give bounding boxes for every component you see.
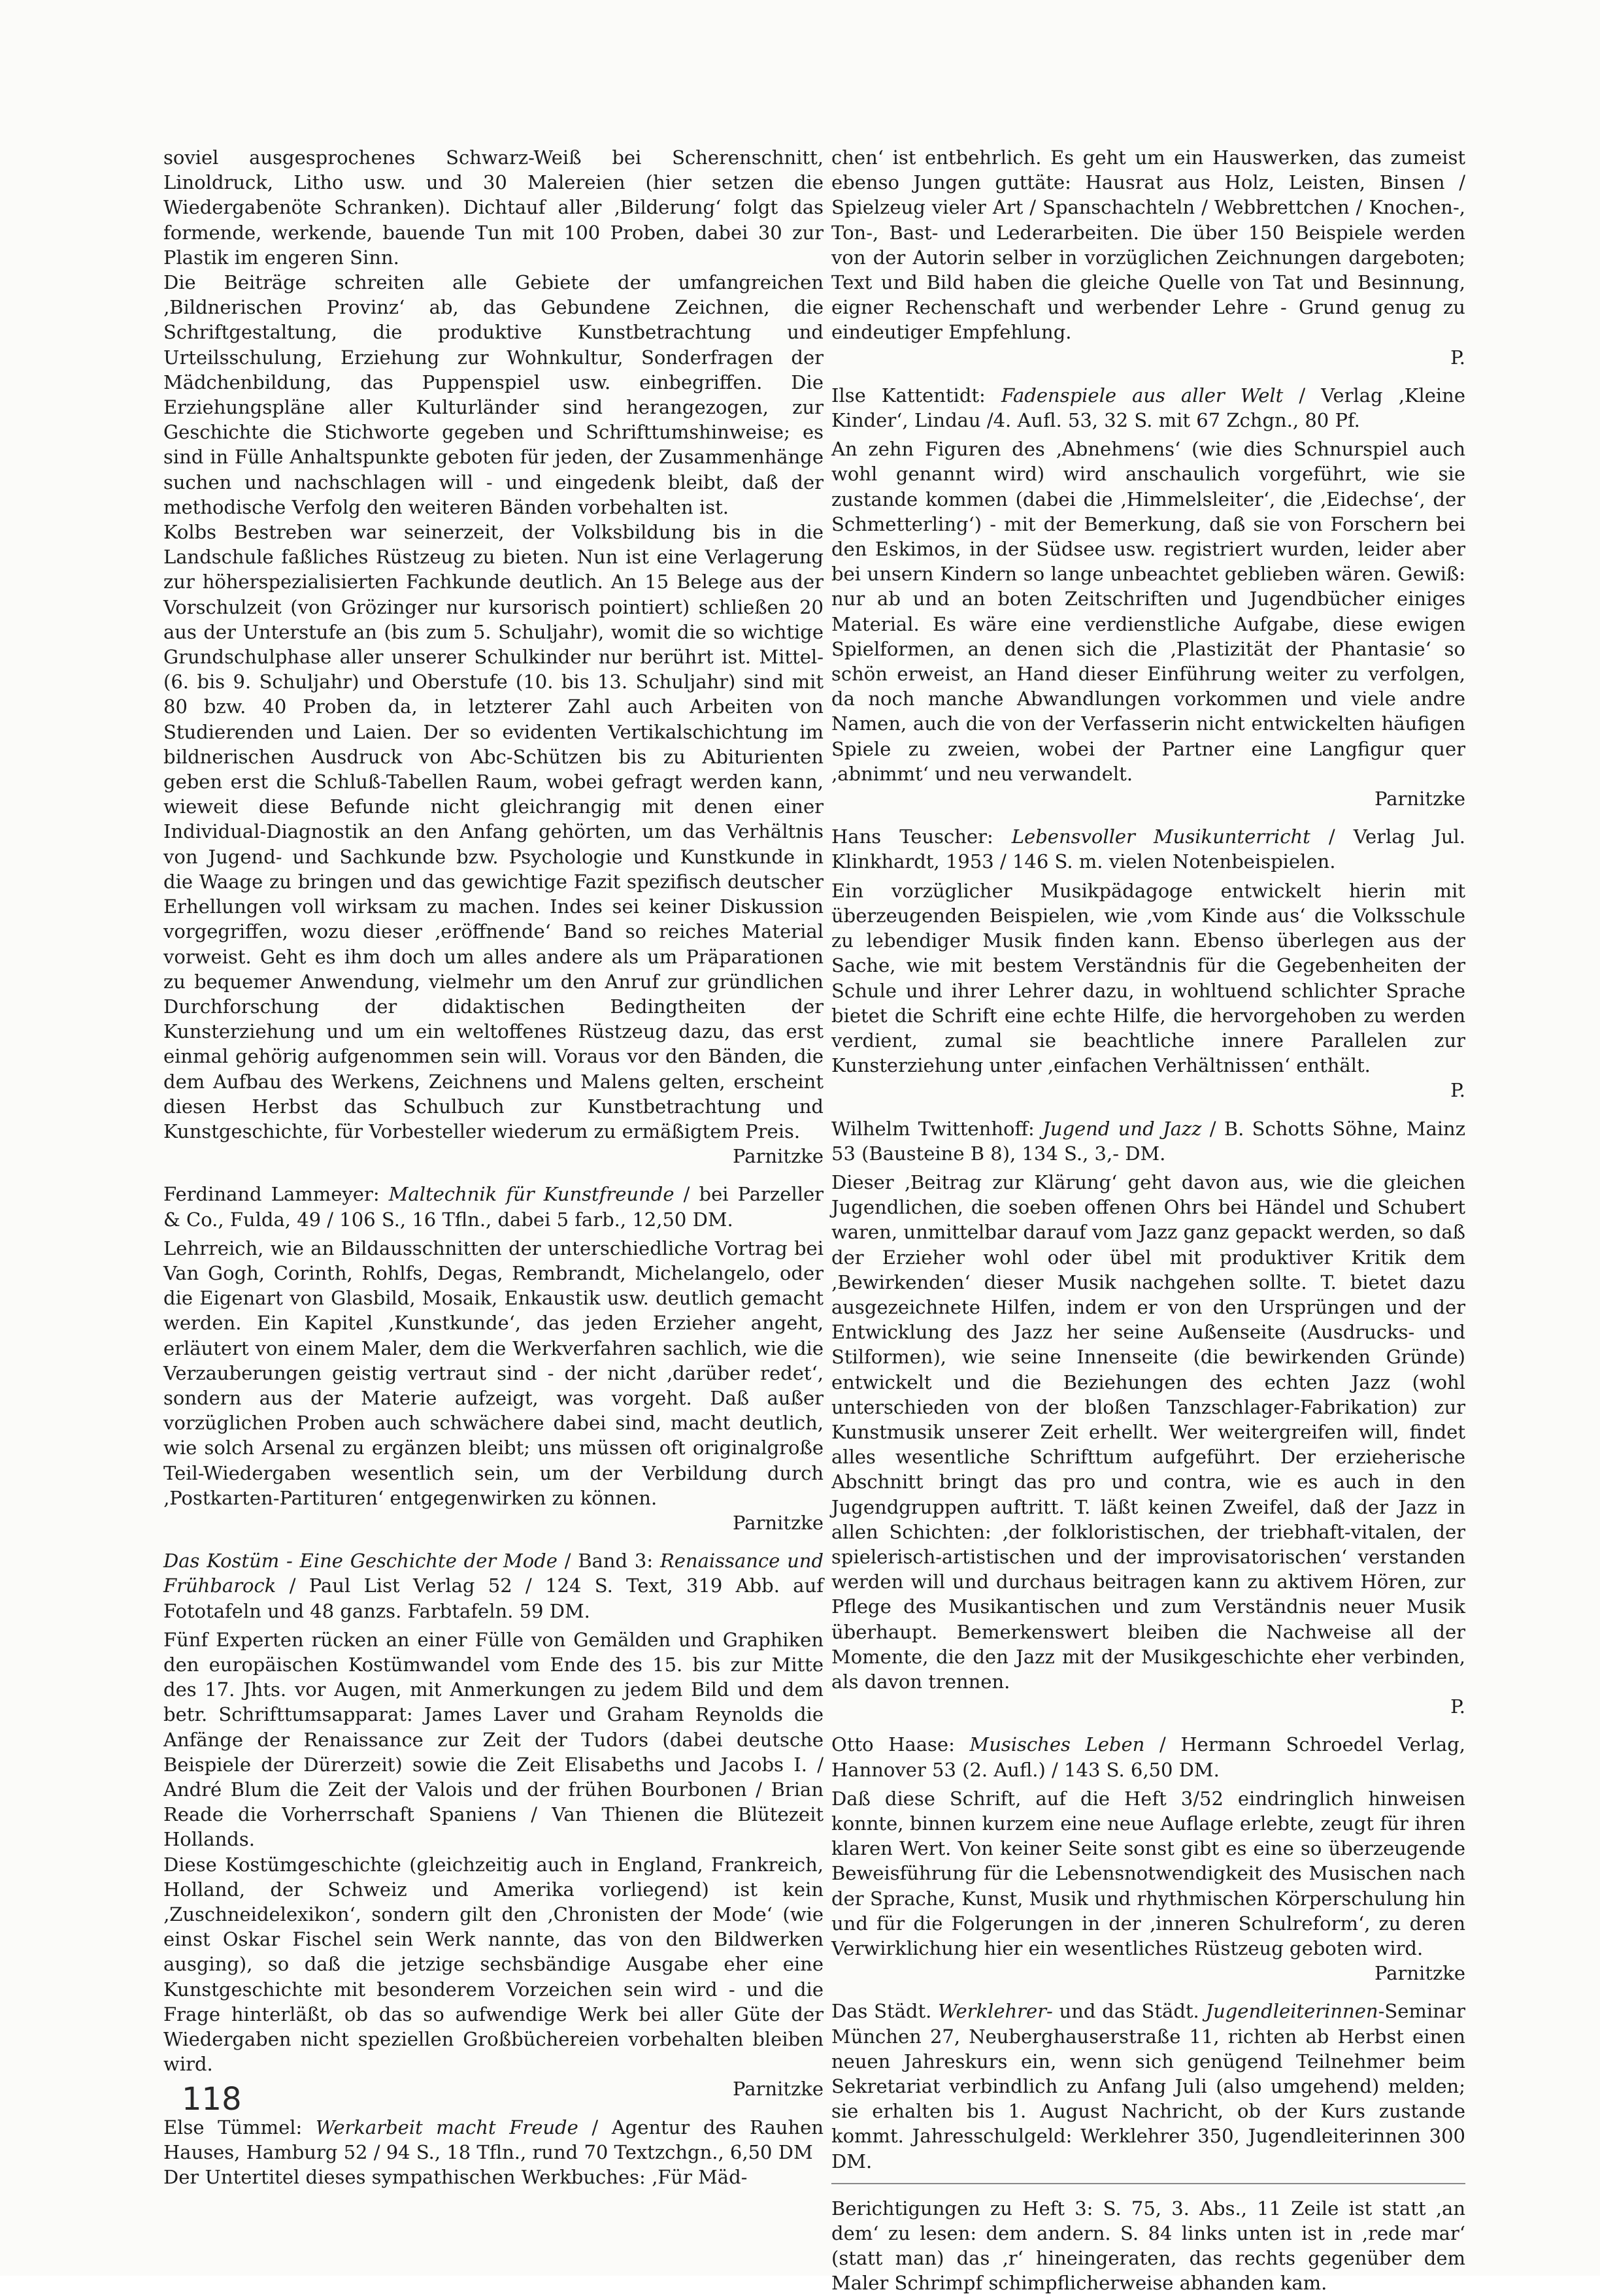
- review-title: Maltechnik für Kunstfreunde: [388, 1183, 675, 1206]
- review-kattentidt: [831, 383, 1465, 811]
- review-volume: / Band 3:: [564, 1550, 654, 1572]
- review-heading: [831, 824, 1465, 874]
- review-title: Lebensvoller Musikunterricht: [1011, 825, 1310, 848]
- review-author: Hans Teuscher:: [831, 825, 993, 848]
- review-body: Ein vorzüglicher Musikpädagoge entwickelt hierin mit überzeugenden Beispielen, wie ‚vom Kinde aus‘ die Volksschule zu lebendiger Musik finden kann. Ebenso überlegen aus der Sache, wie mit bestem Verständnis für die Gegebenheiten der Schule und ihrer Lehrer dazu, in wohltuend schlichter Sprache bietet die Schrift eine echte Hilfe, die hervorgehoben zu werden verdient, zumal sie beachtliche innere Parallelen zur Kunsterziehung unter ‚einfachen Verhältnissen‘ enthält.: [831, 879, 1465, 1077]
- review-heading: [163, 1548, 824, 1623]
- review-title: Das Kostüm - Eine Geschichte der Mode: [163, 1550, 558, 1572]
- seminar-notice: [831, 1999, 1465, 2173]
- review-heading: [831, 1116, 1465, 1166]
- review-kostuem: [163, 1548, 824, 2101]
- review-signature: Parnitzke: [733, 1511, 824, 1534]
- review-author: Wilhelm Twittenhoff:: [831, 1117, 1035, 1140]
- review-details: / Hermann Schroedel Verlag, Hannover 53 (2. Aufl.) / 143 S. 6,50 DM.: [831, 1733, 1466, 1781]
- review-subtitle: Renaissance und Frühbarock: [163, 1550, 824, 1597]
- review-details: / Verlag ‚Kleine Kinder‘, Lindau /4. Aufl. 53, 32 S. mit 67 Zchgn., 80 Pf.: [831, 384, 1466, 432]
- intro-paragraph: soviel ausgesprochenes Schwarz-Weiß bei Scherenschnitt, Linoldruck, Litho usw. und 30 Malereien (hier setzen die Wiedergabenöte Schranken). Dichtauf aller ‚Bilderung‘ folgt das formende, werkende, bauende Tun mit 100 Proben, dabei 30 zur Plastik im engeren Sinn.: [163, 146, 824, 269]
- review-signature: P.: [1450, 346, 1465, 369]
- review-signature: P.: [1450, 1079, 1465, 1102]
- review-lammeyer: [163, 1182, 824, 1535]
- notice-text: -Seminar München 27, Neuberghauserstraße 11, richten ab Herbst einen neuen Jahreskurs ein, wenn sich genügend Teilnehmer beim Sekretariat verbindlich zu Anfang Juli (also umgehend) melden; sie erhalten bis 1. August Nachricht, ob der Kurs zustande kommt. Jahresschulgeld: Werklehrer 350, Jugendleiterinnen 300 DM.: [831, 2000, 1466, 2172]
- section-divider: [831, 2183, 1465, 2184]
- review-details: / Paul List Verlag 52 / 124 S. Text, 319 Abb. auf Fototafeln und 48 ganzs. Farbtafeln. 59 DM.: [163, 1574, 824, 1622]
- review-author: Else Tümmel:: [163, 2116, 303, 2138]
- review-signature: P.: [1450, 1695, 1465, 1718]
- review-title: Werkarbeit macht Freude: [315, 2116, 578, 2138]
- review-title: Musisches Leben: [969, 1733, 1145, 1756]
- review-body: Dieser ‚Beitrag zur Klärung‘ geht davon aus, wie die gleichen Jugendlichen, die soeben offenen Ohrs bei Händel und Schubert waren, unmittelbar darauf vom Jazz ganz gepackt werden, so daß der Erzieher wohl oder übel mit produktiver Kritik dem ‚Bewirkenden‘ dieser Musik nachgehen sollte. T. bietet dazu ausgezeichnete Hilfen, indem er von den Ursprüngen und der Entwicklung des Jazz her seine Außenseite (Ausdrucks- und Stilformen), wie seine Innenseite (die bewirkenden Gründe) entwickelt und die Beziehungen des echten Jazz (wohl unterschieden von der bloßen Tanzschlager-Fabrikation) zur Kunstmusik unserer Zeit erhellt. Wer weitergreifen will, findet alles wesentliche Schrifttum aufgeführt. Der erzieherische Abschnitt bringt das pro und contra, wie es auch in den Jugendgruppen auftritt. T. läßt keinen Zweifel, daß der Jazz in allen Schichten: ‚der folkloristischen, der triebhaft-vitalen, der spielerisch-artistischen und der improvisatorischen‘ verstanden werden will und durchaus beitragen kann zu aktivem Hören, zur Pflege des Musikantischen und zum Verständnis neuer Musik überhaupt. Bemerkenswert bleiben die Nachweise all der Momente, die den Jazz mit der Musikgeschichte eher verbinden, als davon trennen.: [831, 1171, 1465, 1693]
- review-title: Fadenspiele aus aller Welt: [1001, 384, 1284, 407]
- review-title: Jugend und Jazz: [1042, 1117, 1202, 1140]
- right-column: [831, 145, 1465, 2296]
- notice-emphasis: Werklehrer-: [938, 2000, 1053, 2023]
- review-body: Diese Kostümgeschichte (gleichzeitig auch in England, Frankreich, Holland, der Schweiz und Amerika vorliegend) ist kein ‚Zuschneidelexikon‘, sondern gilt den ‚Chronisten der Mode‘ (wie einst Oskar Fischel sein Werk nannte, das von den Bildwerken ausging), so daß die jetzige sechsbändige Ausgabe eher eine Kunstgeschichte mit besonderem Vorzeichen sein wird - und die Frage hinterläßt, ob das so aufwendige Werk bei aller Güte der Wiedergaben nicht speziellen Großbüchereien vorbehalten bleiben wird.: [163, 1853, 824, 2076]
- review-signature: Parnitzke: [733, 2078, 824, 2101]
- review-details: / B. Schotts Söhne, Mainz 53 (Bausteine B 8), 134 S., 3,- DM.: [831, 1117, 1465, 1165]
- intro-paragraph: Die Beiträge schreiten alle Gebiete der umfangreichen ‚Bildnerischen Provinz‘ ab, das Gebundene Zeichnen, die Schriftgestaltung, die produktive Kunstbetrachtung und Urteilsschulung, Erziehung zur Wohnkultur, Sonderfragen der Mädchenbildung, das Puppenspiel usw. einbegriffen. Die Erziehungspläne aller Kulturländer sind herangezogen, zur Geschichte die Stichworte gegeben und Schrifttumshinweise; es sind in Fülle Anhaltspunkte geboten für jeden, der Zusammenhänge suchen und nachschlagen will - und eingedenk bleibt, daß der methodische Verfolg den weiteren Bänden vorbehalten ist.: [163, 271, 824, 518]
- notice-emphasis: Jugendleiterinnen: [1205, 2000, 1378, 2023]
- intro-paragraph: Kolbs Bestreben war seinerzeit, der Volksbildung bis in die Landschule faßliches Rüstzeug zu bieten. Nun ist eine Verlagerung zur höherspezialisierten Fachkunde deutlich. An 15 Belege aus der Vorschulzeit (von Grözinger nur kursorisch pointiert) schließen 20 aus der Unterstufe an (bis zum 5. Schuljahr), womit die so wichtige Grundschulphase aller unserer Schulkinder nur berührt ist. Mittel- (6. bis 9. Schuljahr) und Oberstufe (10. bis 13. Schuljahr) sind mit 80 bzw. 40 Proben da, in letzterer Zahl auch Arbeiten von Studierenden und Laien. Der so evidenten Vertikalschichtung im bildnerischen Ausdruck von Abc-Schützen bis zu Abiturienten geben erst die Schluß-Tabellen Raum, wobei gefragt werden kann, wieweit diese Befunde nicht gleichrangig mit denen einer Individual-Diagnostik an den Anfang gehörten, um das Verhältnis von Jugend- und Sachkunde bzw. Psychologie und Kunstkunde in die Waage zu bringen und das gewichtige Fazit spezifisch deutscher Erhellungen voll wirksam zu machen. Indes sei keiner Diskussion vorgegriffen, wozu dieser ‚eröffnende‘ Band so reiches Material vorweist. Geht es ihm doch um alles andere als um Präparationen zu bequemer Anwendung, vielmehr um den Anruf zur gründlichen Durchforschung der didaktischen Bedingtheiten der Kunsterziehung und um ein weltoffenes Rüstzeug dazu, das erst einmal gehörig aufgenommen sein will. Voraus vor den Bänden, die dem Aufbau des Werkens, Zeichnens und Malens gelten, erscheint diesen Herbst das Schulbuch zur Kunstbetrachtung und Kunstgeschichte, für Vorbesteller wiederum zu ermäßigtem Preis.: [163, 521, 824, 1142]
- review-haase: [831, 1732, 1465, 1986]
- review-signature: Parnitzke: [733, 1145, 824, 1168]
- review-teuscher: [831, 824, 1465, 1103]
- review-heading: [163, 2115, 824, 2165]
- review-body: Fünf Experten rücken an einer Fülle von Gemälden und Graphiken den europäischen Kostümwandel vom Ende des 15. bis zur Mitte des 17. Jhts. vor Augen, mit Anmerkungen zu jedem Bild und dem betr. Schrifttumsapparat: James Laver und Graham Reynolds die Anfänge der Renaissance zur Zeit der Tudors (dabei deutsche Beispiele der Dürerzeit) sowie die Zeit Elisabeths und Jacobs I. / André Blum die Zeit der Valois und der frühen Bourbonen / Brian Reade die Vorherrschaft Spaniens / Van Thienen die Blütezeit Hollands.: [163, 1628, 824, 1851]
- review-heading: [831, 383, 1465, 433]
- review-signature: Parnitzke: [1375, 788, 1465, 810]
- review-body: Lehrreich, wie an Bildausschnitten der unterschiedliche Vortrag bei Van Gogh, Corinth, Rohlfs, Degas, Rembrandt, Michelangelo, oder die Eigenart von Glasbild, Mosaik, Enkaustik usw. deutlich gemacht werden. Ein Kapitel ‚Kunstkunde‘, das jeden Erzieher angeht, erläutert von einem Maler, dem die Werkverfahren sachlich, wie die Verzauberungen geistig vertraut sind - der nicht ‚darüber redet‘, sondern aus der Materie aufzeigt, was vorgeht. Daß außer vorzüglichen Proben auch schwächere dabei sind, macht deutlich, wie solch Arsenal zu ergänzen bleibt; uns müssen oft originalgroße Teil-Wiedergaben wesentlich sein, um der Verbildung durch ‚Postkarten-Partituren‘ entgegenwirken zu können.: [163, 1237, 824, 1509]
- review-twittenhoff: [831, 1116, 1465, 1720]
- review-heading: [831, 1732, 1465, 1782]
- notice-text: und das Städt.: [1059, 2000, 1199, 2023]
- review-body: Daß diese Schrift, auf die Heft 3/52 eindringlich hinweisen konnte, binnen kurzem eine neue Auflage erlebte, zeugt für ihren klaren Wert. Von keiner Seite sonst gibt es eine so überzeugende Beweisführung für die Lebensnotwendigkeit des Musischen nach der Sprache, Kunst, Musik und rhythmischen Körperschulung hin und für die Folgerungen in der ‚inneren Schulreform‘, zu deren Verwirklichung hier ein wesentliches Rüstzeug geboten wird.: [831, 1787, 1465, 1960]
- review-author: Otto Haase:: [831, 1733, 955, 1756]
- review-signature: Parnitzke: [1375, 1962, 1465, 1985]
- continuation-paragraph: chen‘ ist entbehrlich. Es geht um ein Hauswerken, das zumeist ebenso Jungen guttäte: Hausrat aus Holz, Leisten, Binsen / Spielzeug vieler Art / Spanschachteln / Webbrettchen / Knochen-, Ton-, Bast- und Lederarbeiten. Die über 150 Beispiele werden von der Autorin selber in vorzüglichen Zeichnungen dargeboten; Text und Bild haben die gleiche Quelle von Tat und Besinnung, eigner Rechenschaft und werbender Lehre - Grund genug zu eindeutiger Empfehlung.: [831, 146, 1465, 344]
- review-author: Ilse Kattentidt:: [831, 384, 986, 407]
- corrections-notice: Berichtigungen zu Heft 3: S. 75, 3. Abs., 11 Zeile ist statt ‚an dem‘ zu lesen: dem andern. S. 84 links unten ist in ‚rede mar‘ (statt man) das ‚r‘ hineingeraten, das rechts gegenüber dem Maler Schrimpf schimpflicherweise abhanden kam.: [831, 2197, 1465, 2295]
- review-body: An zehn Figuren des ‚Abnehmens‘ (wie dies Schnurspiel auch wohl genannt wird) wird anschaulich vorgeführt, wie sie zustande kommen (dabei die ‚Himmelsleiter‘, die ‚Eidechse‘, der Schmetterling‘) - mit der Bemerkung, daß sie von Forschern bei den Eskimos, in der Südsee usw. registriert wurden, leider aber bei unsern Kindern so lange unbeachtet geblieben wären. Gewiß: nur ab und an boten Zeitschriften und Jugendbücher einiges Material. Es wäre eine verdienstliche Aufgabe, diese ewigen Spielformen, an denen sich die ‚Plastizität der Phantasie‘ so schön erweist, an Hand dieser Einführung weiter zu verfolgen, da noch manche Abwandlungen vorkommen und viele andre Namen, auch die von der Verfasserin nicht entwickelten häufigen Spiele zu zweien, wobei der Partner eine Langfigur quer ‚abnimmt‘ und neu verwandelt.: [831, 438, 1465, 785]
- review-heading: [163, 1182, 824, 1231]
- review-details: / bei Parzeller & Co., Fulda, 49 / 106 S., 16 Tfln., dabei 5 farb., 12,50 DM.: [163, 1183, 824, 1231]
- notice-text: Das Städt.: [831, 2000, 932, 2023]
- review-details: / Verlag Jul. Klinkhardt, 1953 / 146 S. m. vielen Notenbeispielen.: [831, 825, 1466, 873]
- review-details: / Agentur des Rauhen Hauses, Hamburg 52 / 94 S., 18 Tfln., rund 70 Textzchgn., 6,50 DM: [163, 2116, 824, 2163]
- review-body: Der Untertitel dieses sympathischen Werkbuches: ‚Für Mäd-: [163, 2166, 748, 2189]
- review-author: Ferdinand Lammeyer:: [163, 1183, 380, 1206]
- left-column: [163, 145, 824, 2203]
- review-tuemmel: [163, 2115, 824, 2190]
- page-number: 118: [182, 2081, 242, 2118]
